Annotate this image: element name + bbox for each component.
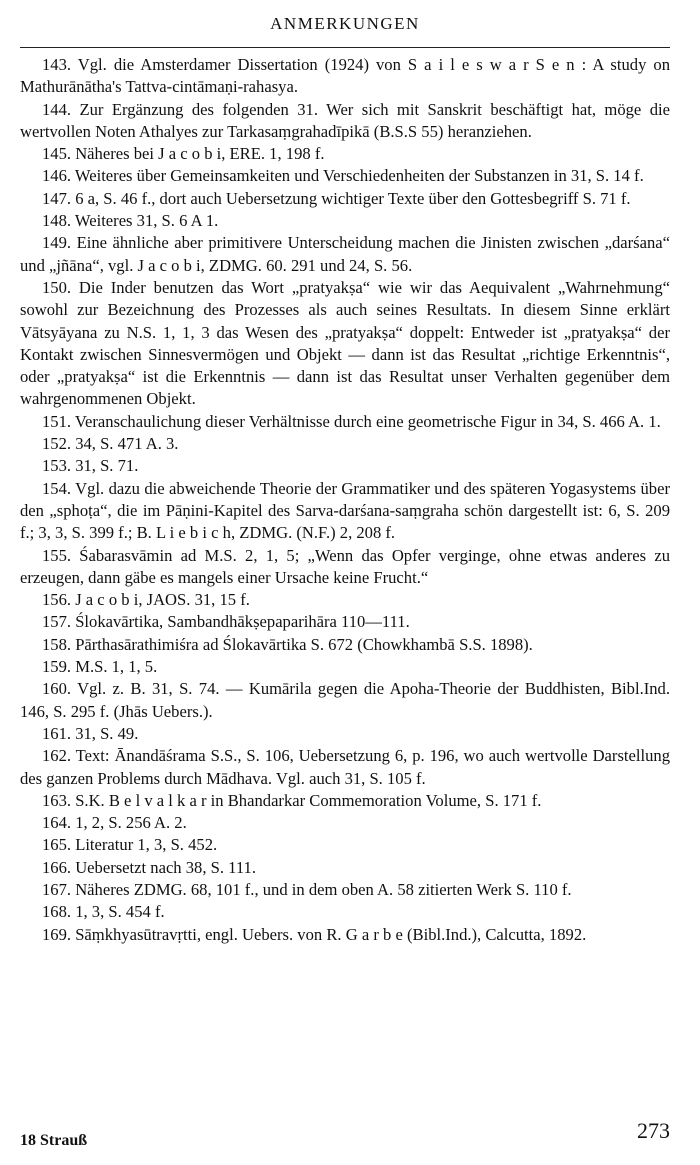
note-157: 157. Ślokavārtika, Sambandhākṣepaparihāra 110—111. — [42, 612, 410, 632]
note-163: 163. S.K. B e l v a l k a r in Bhandarkar Commemoration Volume, S. 171 f. — [42, 790, 542, 810]
note-155: 155. Śabarasvāmin ad M.S. 2, 1, 5; „Wenn das Opfer verginge, ohne etwas anderes zu erzeugen, dann gäbe es mangels einer Ursache keine Frucht.“ — [20, 545, 670, 587]
note-167: 167. Näheres ZDMG. 68, 101 f., und in dem oben A. 58 zitierten Werk S. 110 f. — [42, 879, 572, 899]
note-168: 168. 1, 3, S. 454 f. — [42, 902, 165, 922]
note-148: 148. Weiteres 31, S. 6 A 1. — [42, 211, 219, 231]
note-166: 166. Uebersetzt nach 38, S. 111. — [42, 857, 256, 877]
signature-mark: 18 Strauß — [20, 1132, 88, 1149]
note-169: 169. Sāṃkhyasūtravṛtti, engl. Uebers. von R. G a r b e (Bibl.Ind.), Calcutta, 1892. — [42, 924, 587, 944]
note-145: 145. Näheres bei J a c o b i, ERE. 1, 198 f. — [42, 144, 325, 164]
note-147: 147. 6 a, S. 46 f., dort auch Uebersetzung wichtiger Texte über den Gottesbegriff S. 71 f. — [42, 188, 631, 208]
note-161: 161. 31, S. 49. — [42, 723, 139, 743]
running-header: ANMERKUNGEN — [270, 14, 420, 33]
note-162: 162. Text: Ānandāśrama S.S., S. 106, Uebersetzung 6, p. 196, wo auch wertvolle Darstellung des ganzen Problems durch Mādhava. Vgl. auch 31, S. 105 f. — [20, 746, 670, 788]
note-158: 158. Pārthasārathimiśra ad Ślokavārtika S. 672 (Chowkhambā S.S. 1898). — [42, 634, 533, 654]
note-164: 164. 1, 2, S. 256 A. 2. — [42, 813, 187, 833]
notes-list — [20, 54, 670, 946]
note-156: 156. J a c o b i, JAOS. 31, 15 f. — [42, 590, 250, 610]
page-number: 273 — [637, 1118, 670, 1143]
note-146: 146. Weiteres über Gemeinsamkeiten und Verschiedenheiten der Substanzen in 31, S. 14 f. — [42, 166, 644, 186]
note-159: 159. M.S. 1, 1, 5. — [42, 657, 158, 677]
note-144: 144. Zur Ergänzung des folgenden 31. Wer sich mit Sanskrit beschäftigt hat, möge die wertvollen Noten Athalyes zur Tarkasaṃgrahadīpikā (B.S.S 55) heranziehen. — [20, 99, 670, 141]
note-150: 150. Die Inder benutzen das Wort „pratyakṣa“ wie wir das Aequivalent „Wahrnehmung“ sowohl zur Bezeichnung des Prozesses als auch seines Resultats. In diesem Sinne erklärt Vātsyāyana zu N.S. 1, 1, 3 das Wesen des „pratyakṣa“ doppelt: Entweder ist „pratyakṣa“ der Kontakt zwischen Sinnesvermögen und Objekt — dann ist das Resultat „richtige Erkenntnis“, oder „pratyakṣa“ ist die Erkenntnis — dann ist das Resultat unser Verhalten gegenüber dem wahrgenommenen Objekt. — [20, 277, 670, 409]
note-152: 152. 34, S. 471 A. 3. — [42, 434, 179, 454]
header-rule — [20, 47, 670, 48]
note-149: 149. Eine ähnliche aber primitivere Unterscheidung machen die Jinisten zwischen „darśana“ und „jñāna“, vgl. J a c o b i, ZDMG. 60. 291 und 24, S. 56. — [20, 233, 670, 275]
note-154: 154. Vgl. dazu die abweichende Theorie der Grammatiker und des späteren Yogasystems über den „sphoṭa“, die im Pāṇini-Kapitel des Sarva-darśana-saṃgraha schön dargestellt ist: 6, S. 209 f.; 3, 3, S. 399 f.; B. L i e b i c h, ZDMG. (N.F.) 2, 208 f. — [20, 478, 670, 543]
note-151: 151. Veranschaulichung dieser Verhältnisse durch eine geometrische Figur in 34, S. 466 A. 1. — [42, 411, 661, 431]
note-143: 143. Vgl. die Amsterdamer Dissertation (1924) von S a i l e s w a r S e n : A study on Mathurānātha's Tattva-cintāmaṇi-rahasya. — [20, 55, 670, 97]
note-160: 160. Vgl. z. B. 31, S. 74. — Kumārila gegen die Apoha-Theorie der Buddhisten, Bibl.Ind. 146, S. 295 f. (Jhās Uebers.). — [20, 679, 670, 721]
note-165: 165. Literatur 1, 3, S. 452. — [42, 835, 218, 855]
book-page — [20, 0, 670, 1165]
note-153: 153. 31, S. 71. — [42, 456, 139, 476]
